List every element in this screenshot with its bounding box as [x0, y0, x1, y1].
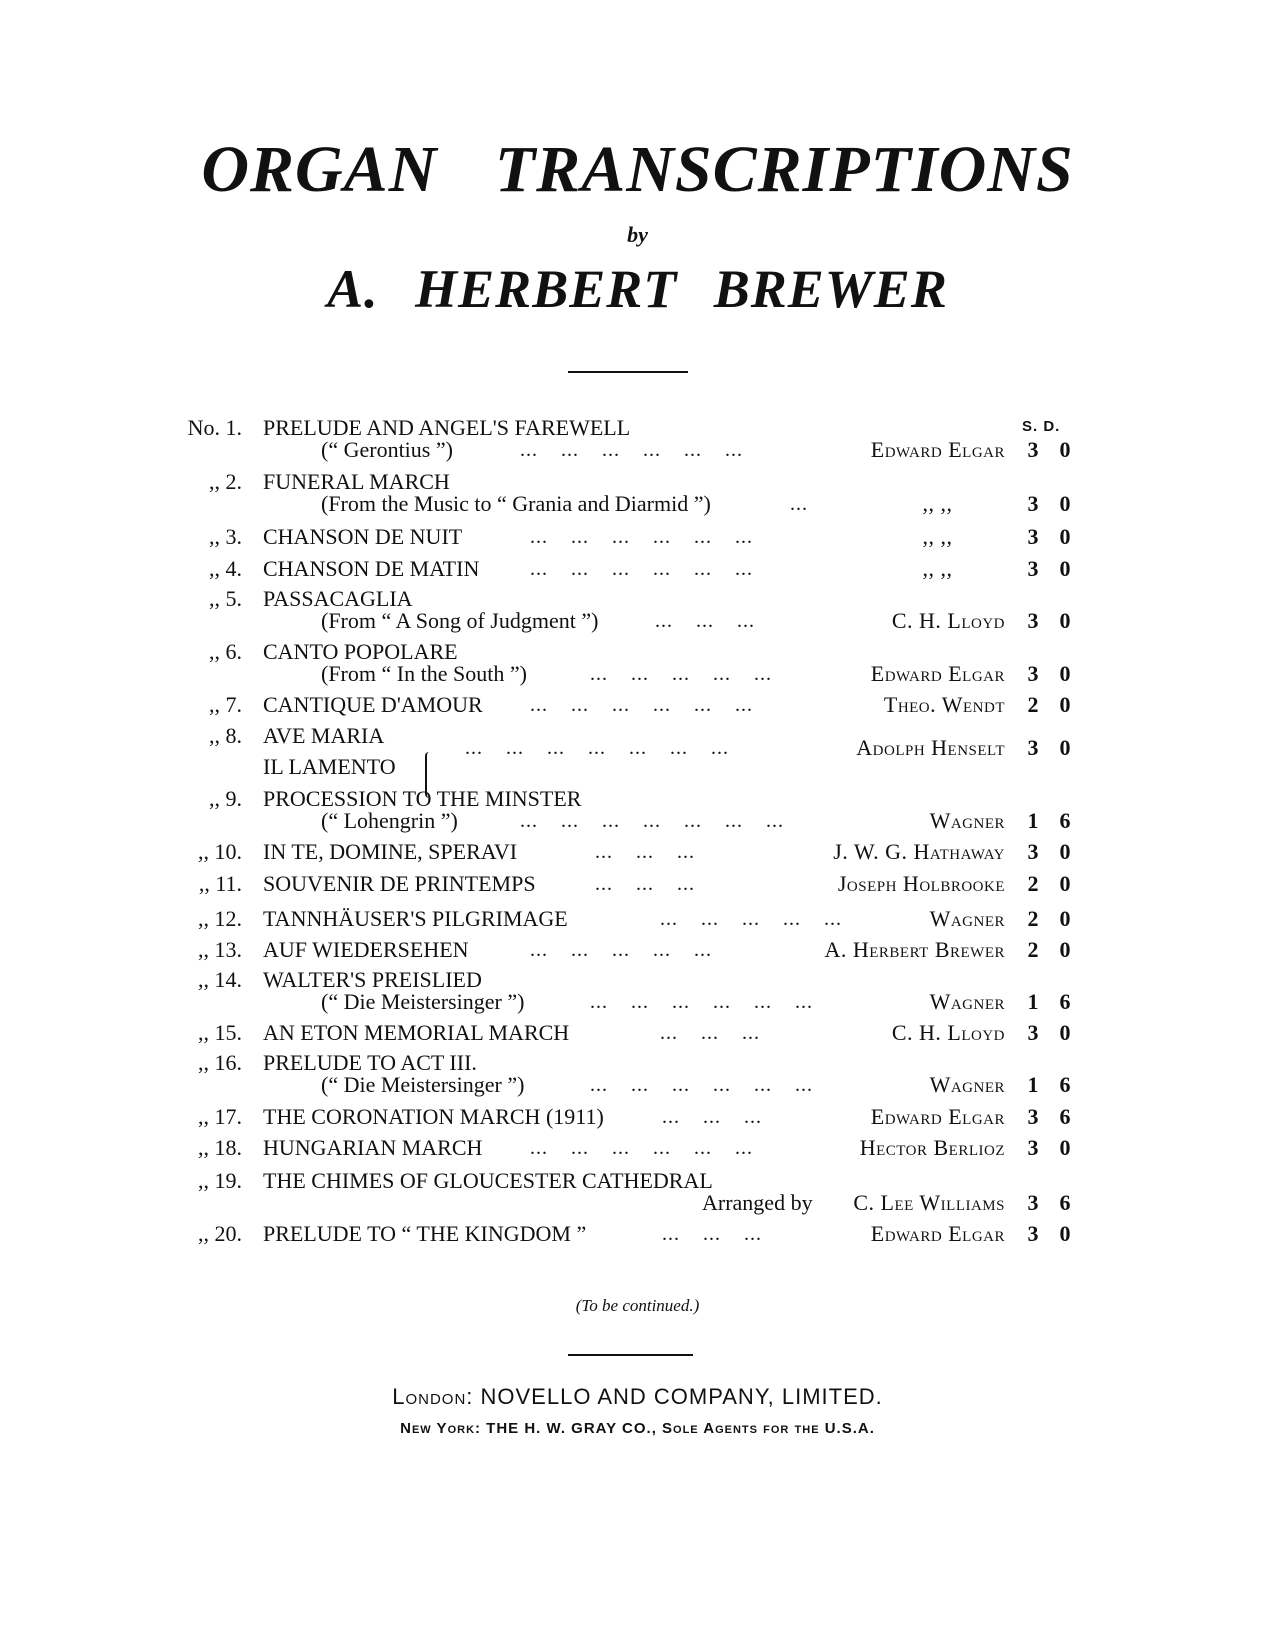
price-shillings: 1	[1027, 1072, 1039, 1097]
item-number: ,, 10.	[198, 839, 242, 864]
publisher-line: London: NOVELLO AND COMPANY, LIMITED.	[392, 1384, 883, 1409]
item-number: ,, 14.	[198, 967, 242, 992]
item-title: PROCESSION TO THE MINSTER	[263, 786, 582, 811]
item-number: ,, 4.	[209, 556, 242, 581]
item-subtitle: (“ Die Meistersinger ”)	[321, 1072, 525, 1097]
item-number: ,, 6.	[209, 639, 242, 664]
item-number: ,, 7.	[209, 692, 242, 717]
price-pence: 6	[1059, 1190, 1071, 1215]
ditto-marks: ,, ,,	[922, 491, 953, 516]
price-shillings: 3	[1027, 1135, 1039, 1160]
price-shillings: 3	[1027, 556, 1039, 581]
item-composer: Edward Elgar	[870, 661, 1005, 686]
author-name: A. HERBERT BREWER	[327, 259, 948, 319]
price-shillings: 1	[1027, 989, 1039, 1014]
continued-note: (To be continued.)	[575, 1296, 700, 1315]
item-composer: Wagner	[929, 1072, 1005, 1097]
item-number: ,, 13.	[198, 937, 242, 962]
price-shillings: 3	[1027, 839, 1039, 864]
price-shillings: 3	[1027, 1104, 1039, 1129]
leader-dots: ... ... ... ... ... ...	[590, 991, 813, 1013]
item-number: ,, 8.	[209, 723, 242, 748]
item-composer: Edward Elgar	[870, 437, 1005, 462]
price-pence: 0	[1059, 1135, 1071, 1160]
item-title: HUNGARIAN MARCH	[263, 1135, 483, 1160]
item-subtitle: (From the Music to “ Grania and Diarmid ”)	[321, 491, 711, 516]
price-shillings: 3	[1027, 608, 1039, 633]
price-shillings: 3	[1027, 491, 1039, 516]
page-title: ORGAN TRANSCRIPTIONS	[201, 133, 1074, 206]
price-pence: 6	[1059, 1104, 1071, 1129]
leader-dots: ... ... ... ... ...	[660, 908, 842, 930]
item-composer: A. Herbert Brewer	[824, 937, 1005, 962]
item-title: AUF WIEDERSEHEN	[263, 937, 469, 962]
item-title: PRELUDE TO “ THE KINGDOM ”	[263, 1221, 587, 1246]
item-composer: C. H. Lloyd	[891, 608, 1005, 633]
item-number: ,, 15.	[198, 1020, 242, 1045]
price-shillings: 3	[1027, 1221, 1039, 1246]
leader-dots: ... ... ... ... ... ... ...	[465, 737, 729, 759]
leader-dots: ... ... ... ... ... ...	[530, 558, 753, 580]
item-title: PRELUDE TO ACT III.	[263, 1050, 477, 1075]
price-pence: 0	[1059, 556, 1071, 581]
item-title: IN TE, DOMINE, SPERAVI	[263, 839, 518, 864]
leader-dots: ... ... ... ... ... ...	[590, 1074, 813, 1096]
price-shillings: 3	[1027, 1020, 1039, 1045]
price-pence: 0	[1059, 692, 1071, 717]
item-title-second: IL LAMENTO	[263, 754, 396, 779]
price-pence: 0	[1059, 1221, 1071, 1246]
item-title: THE CHIMES OF GLOUCESTER CATHEDRAL	[263, 1168, 713, 1193]
leader-dots: ... ... ... ... ... ... ...	[520, 810, 784, 832]
price-column-header: S. D.	[1022, 418, 1061, 435]
leader-dots: ... ... ...	[595, 841, 695, 863]
leader-dots: ... ... ...	[595, 873, 695, 895]
item-number: ,, 11.	[198, 871, 242, 896]
price-pence: 0	[1059, 608, 1071, 633]
ditto-marks: ,, ,,	[922, 524, 953, 549]
item-composer: Adolph Henselt	[856, 735, 1005, 760]
item-subtitle: (“ Lohengrin ”)	[321, 808, 458, 833]
item-number: No. 1.	[187, 415, 242, 440]
item-composer: Edward Elgar	[870, 1221, 1005, 1246]
item-title: CANTO POPOLARE	[263, 639, 458, 664]
leader-dots: ... ... ... ... ... ...	[520, 439, 743, 461]
price-pence: 0	[1059, 906, 1071, 931]
item-title: SOUVENIR DE PRINTEMPS	[263, 871, 536, 896]
price-pence: 0	[1059, 661, 1071, 686]
item-composer: C. H. Lloyd	[891, 1020, 1005, 1045]
price-shillings: 3	[1027, 735, 1039, 760]
price-pence: 0	[1059, 937, 1071, 962]
item-number: ,, 9.	[209, 786, 242, 811]
price-shillings: 3	[1027, 437, 1039, 462]
item-composer: Wagner	[929, 989, 1005, 1014]
item-title: TANNHÄUSER'S PILGRIMAGE	[263, 906, 568, 931]
item-title: FUNERAL MARCH	[263, 469, 450, 494]
price-shillings: 2	[1027, 871, 1039, 896]
leader-dots: ... ... ...	[655, 610, 755, 632]
item-number: ,, 5.	[209, 586, 242, 611]
agent-line: New York: THE H. W. GRAY CO., Sole Agents for the U.S.A.	[400, 1420, 875, 1437]
price-pence: 0	[1059, 1020, 1071, 1045]
price-shillings: 2	[1027, 692, 1039, 717]
item-title: PRELUDE AND ANGEL'S FAREWELL	[263, 415, 631, 440]
price-pence: 0	[1059, 491, 1071, 516]
leader-dots: ... ... ... ... ... ...	[530, 694, 753, 716]
item-number: ,, 2.	[209, 469, 242, 494]
price-pence: 0	[1059, 871, 1071, 896]
bottom-divider	[568, 1354, 693, 1356]
item-subtitle: (“ Die Meistersinger ”)	[321, 989, 525, 1014]
item-title: THE CORONATION MARCH (1911)	[263, 1104, 604, 1129]
price-shillings: 2	[1027, 906, 1039, 931]
item-number: ,, 17.	[198, 1104, 242, 1129]
price-shillings: 2	[1027, 937, 1039, 962]
price-pence: 6	[1059, 808, 1071, 833]
item-composer: Hector Berlioz	[859, 1135, 1005, 1160]
item-title: CHANSON DE NUIT	[263, 524, 463, 549]
item-title: PASSACAGLIA	[263, 586, 413, 611]
leader-dots: ... ... ... ... ... ...	[530, 1137, 753, 1159]
item-title: AVE MARIA	[263, 723, 385, 748]
item-composer: J. W. G. Hathaway	[833, 839, 1005, 864]
item-number: ,, 19.	[198, 1168, 242, 1193]
leader-dots: ... ... ...	[662, 1223, 762, 1245]
item-subtitle: (From “ A Song of Judgment ”)	[321, 608, 599, 633]
leader-dots: ... ... ... ... ... ...	[530, 526, 753, 548]
item-composer: Wagner	[929, 906, 1005, 931]
item-composer: Edward Elgar	[870, 1104, 1005, 1129]
price-shillings: 1	[1027, 808, 1039, 833]
price-pence: 0	[1059, 839, 1071, 864]
item-number: ,, 3.	[209, 524, 242, 549]
leader-dots: ... ... ...	[662, 1106, 762, 1128]
ditto-marks: ,, ,,	[922, 556, 953, 581]
item-number: ,, 20.	[198, 1221, 242, 1246]
price-pence: 0	[1059, 735, 1071, 760]
arranged-by-label: Arranged by	[702, 1190, 813, 1215]
top-divider	[568, 371, 688, 373]
by-line: by	[627, 222, 648, 247]
item-subtitle: (From “ In the South ”)	[321, 661, 527, 686]
price-shillings: 3	[1027, 661, 1039, 686]
item-number: ,, 12.	[198, 906, 242, 931]
item-composer: Wagner	[929, 808, 1005, 833]
item-title: WALTER'S PREISLIED	[263, 967, 482, 992]
item-title: AN ETON MEMORIAL MARCH	[263, 1020, 570, 1045]
item-number: ,, 16.	[198, 1050, 242, 1075]
item-composer: C. Lee Williams	[853, 1190, 1005, 1215]
item-composer: Theo. Wendt	[883, 692, 1005, 717]
price-pence: 6	[1059, 1072, 1071, 1097]
price-pence: 0	[1059, 524, 1071, 549]
item-subtitle: (“ Gerontius ”)	[321, 437, 453, 462]
price-shillings: 3	[1027, 524, 1039, 549]
item-title: CHANSON DE MATIN	[263, 556, 480, 581]
price-pence: 0	[1059, 437, 1071, 462]
leader-dots: ...	[790, 493, 808, 515]
leader-dots: ... ... ...	[660, 1022, 760, 1044]
price-pence: 6	[1059, 989, 1071, 1014]
item-title: CANTIQUE D'AMOUR	[263, 692, 483, 717]
leader-dots: ... ... ... ... ...	[590, 663, 772, 685]
price-shillings: 3	[1027, 1190, 1039, 1215]
item-number: ,, 18.	[198, 1135, 242, 1160]
leader-dots: ... ... ... ... ...	[530, 939, 712, 961]
item-composer: Joseph Holbrooke	[837, 871, 1005, 896]
